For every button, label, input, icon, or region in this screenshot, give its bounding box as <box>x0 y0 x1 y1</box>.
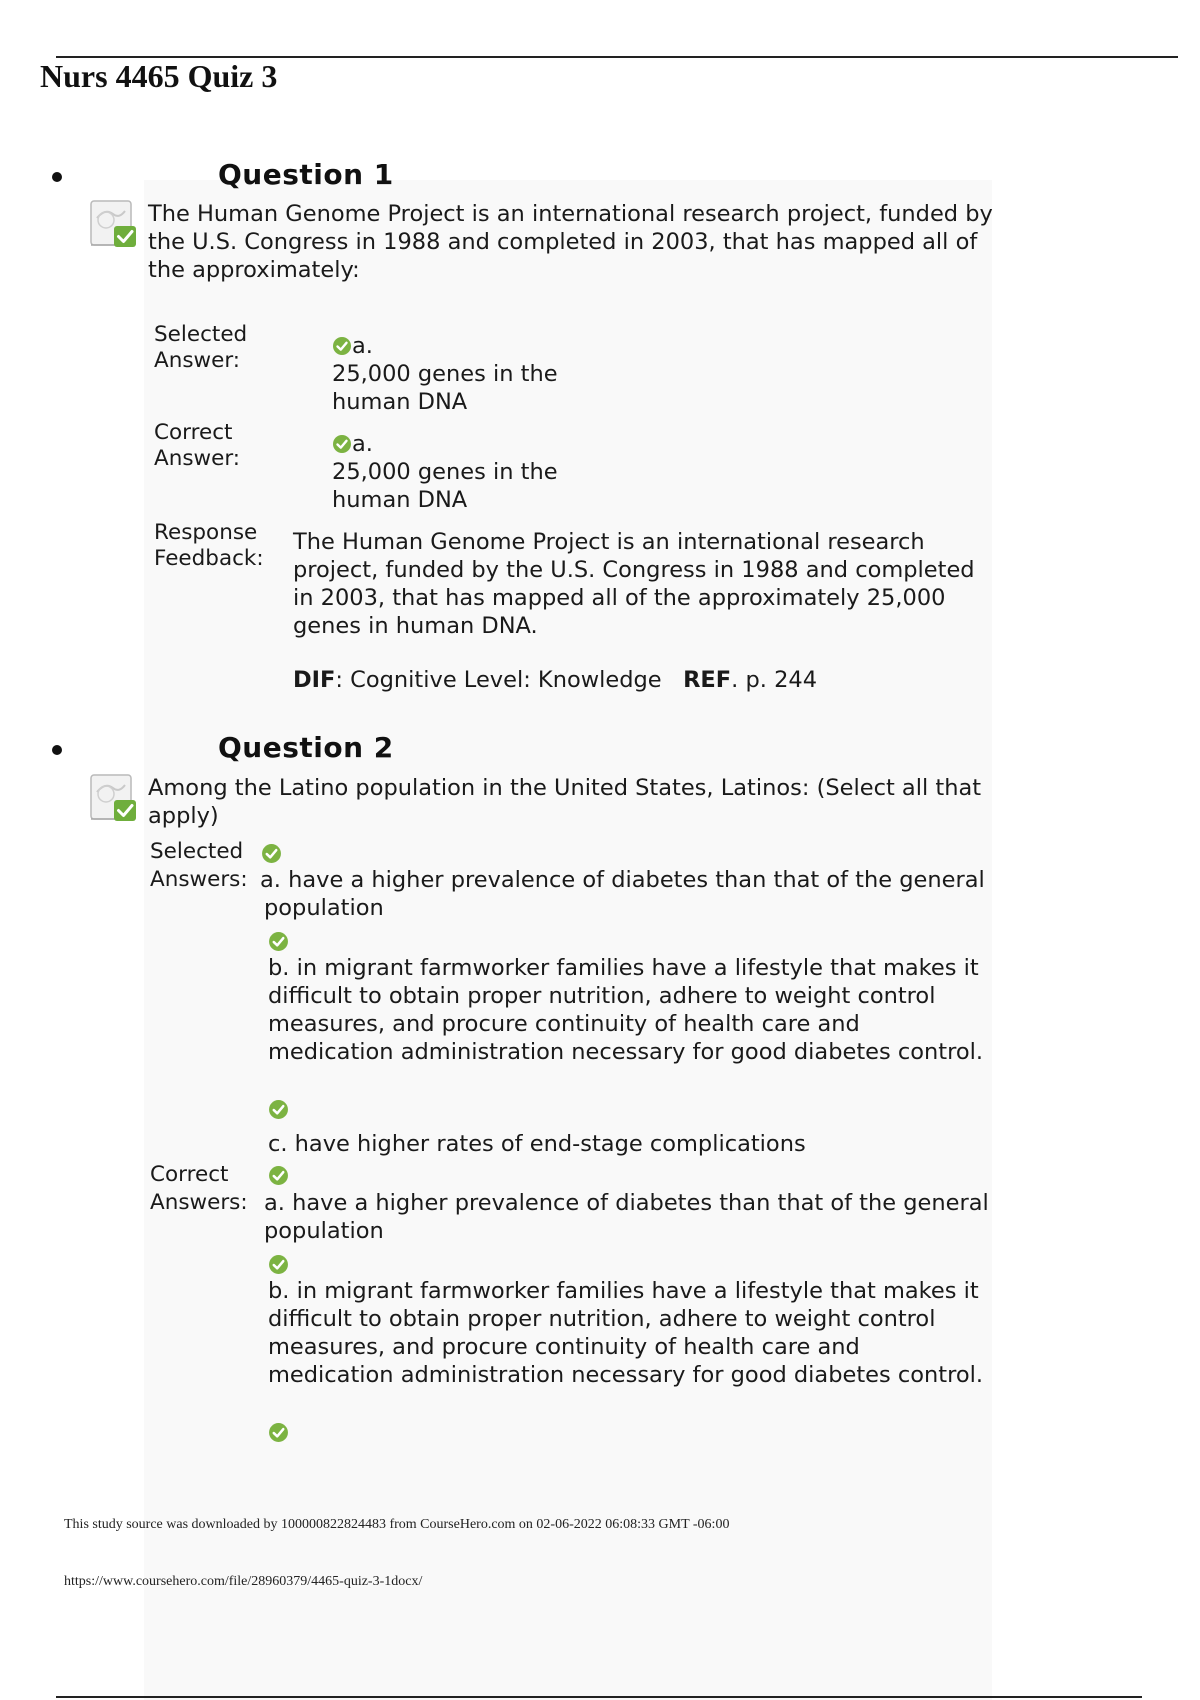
correct-answers-label-1: Correct <box>150 1162 229 1187</box>
response-feedback-label: Response Feedback: <box>154 520 264 571</box>
question-2-text: Among the Latino population in the United States, Latinos: (Select all that apply) <box>148 775 982 829</box>
correct-answer-label: Correct Answer: <box>154 420 241 471</box>
green-check-icon <box>268 1099 289 1120</box>
correct-answers-label-2: Answers: <box>150 1190 248 1215</box>
selected-answer-c: c. have higher rates of end-stage complications <box>268 1131 806 1157</box>
response-feedback-text: The Human Genome Project is an international research project, funded by the U.S. Congress in 1988 and completed in 2003, that has mapped all of the approximately 25,000 genes in human DNA. <box>293 529 975 639</box>
bottom-rule <box>56 1696 1142 1698</box>
correct-answer-text: 25,000 genes in the human DNA <box>332 459 558 513</box>
download-source-line: This study source was downloaded by 100000822824483 from CourseHero.com on 02-06-2022 06:08:33 GMT -06:00 <box>64 1517 730 1532</box>
list-bullet <box>52 172 62 182</box>
selected-answer-label: Selected Answer: <box>154 322 248 373</box>
selected-answer-b: b. in migrant farmworker families have a lifestyle that makes it difficult to obtain proper nutrition, adhere to weight control measures, and procure continuity of health care and medication administration necessary for good diabetes control. <box>268 955 984 1065</box>
correct-check-icon <box>88 198 140 250</box>
green-check-icon <box>268 1165 289 1186</box>
green-check-icon <box>261 843 282 864</box>
selected-answer-a: a. have a higher prevalence of diabetes than that of the general population <box>260 867 985 921</box>
document-title: Nurs 4465 Quiz 3 <box>40 58 278 94</box>
question-2-heading: Question 2 <box>218 731 394 764</box>
correct-answer-a: a. have a higher prevalence of diabetes than that of the general population <box>264 1190 989 1244</box>
list-bullet <box>52 745 62 755</box>
selected-answers-label-1: Selected <box>150 839 244 864</box>
selected-answer: a. 25,000 genes in the human DNA <box>332 333 558 415</box>
green-check-icon <box>332 336 352 356</box>
green-check-icon <box>268 931 289 952</box>
selected-answers-label-2: Answers: <box>150 867 248 892</box>
correct-check-icon <box>88 772 140 824</box>
question-1-heading: Question 1 <box>218 158 394 191</box>
question-1-text: The Human Genome Project is an international research project, funded by the U.S. Congress in 1988 and completed in 2003, that has mapped all of the approximately: <box>148 201 993 283</box>
source-url-link[interactable]: https://www.coursehero.com/file/28960379/4465-quiz-3-1docx/ <box>64 1574 423 1589</box>
green-check-icon <box>268 1422 289 1443</box>
selected-answer-text: 25,000 genes in the human DNA <box>332 361 558 415</box>
correct-answer: a. 25,000 genes in the human DNA <box>332 431 558 513</box>
dif-ref-line: DIF: Cognitive Level: Knowledge REF. p. 244 <box>293 667 818 693</box>
correct-answer-b: b. in migrant farmworker families have a lifestyle that makes it difficult to obtain proper nutrition, adhere to weight control measures, and procure continuity of health care and medication administration necessary for good diabetes control. <box>268 1278 984 1388</box>
green-check-icon <box>268 1254 289 1275</box>
green-check-icon <box>332 434 352 454</box>
